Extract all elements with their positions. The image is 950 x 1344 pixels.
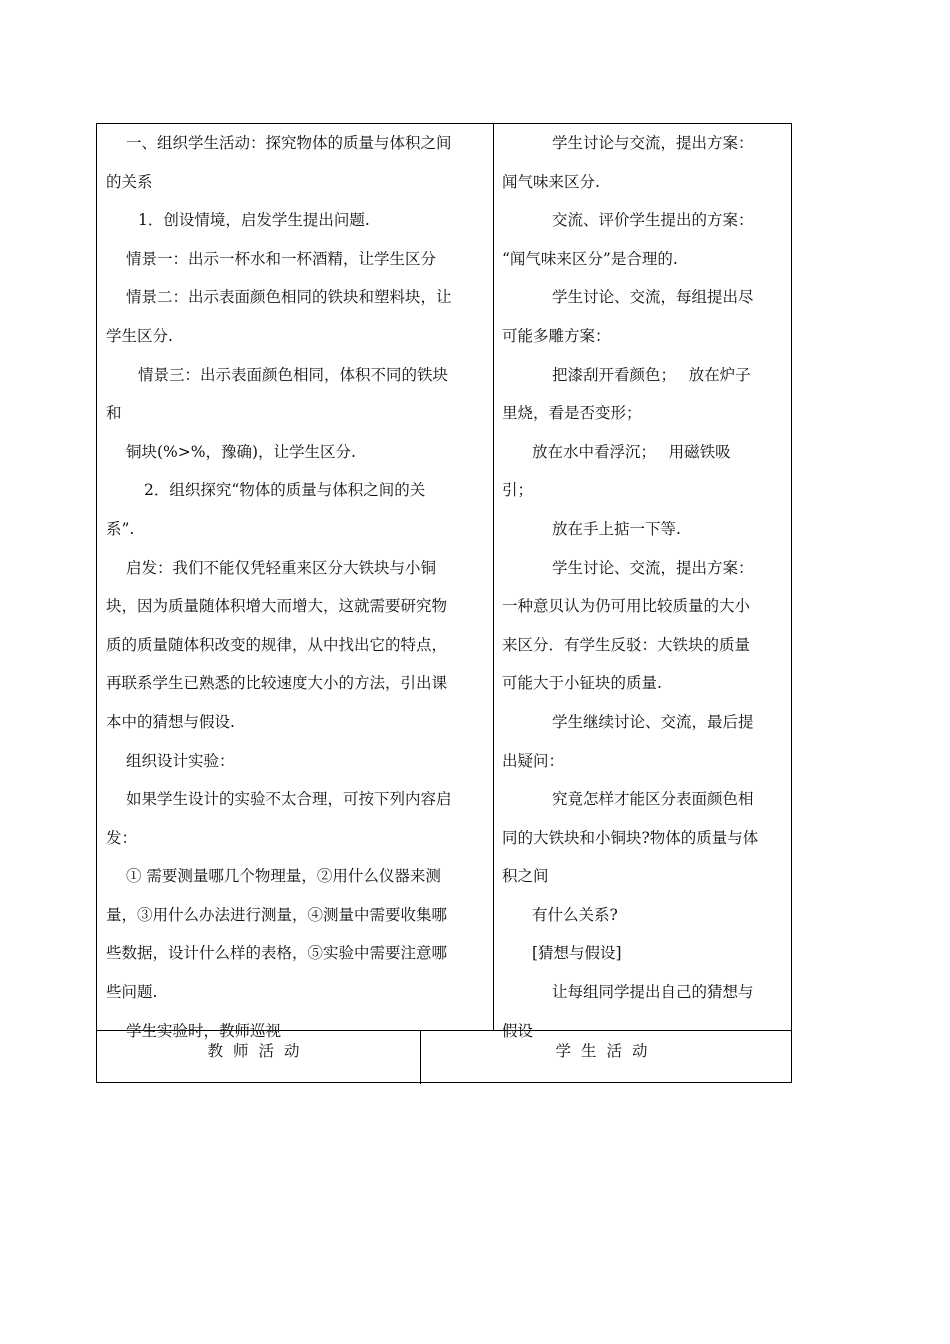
text-line: 1．创设情境，启发学生提出问题. [138,211,370,230]
student-activity-header: 学生活动 [555,1042,658,1060]
text-line: 铜块(%>%，豫确)，让学生区分. [126,442,356,461]
text-line: 来区分．有学生反驳：大铁块的质量 [502,635,751,654]
text-line: 2．组织探究“物体的质量与体积之间的关 [144,481,426,500]
text-line: 放在水中看浮沉； 用磁铁吸 [532,442,731,461]
text-line: 些问题. [106,983,158,1002]
text-line: 闻气味来区分. [502,172,600,191]
text-line: 学生讨论、交流，提出方案： [552,558,754,577]
text-line: 学生继续讨论、交流，最后提 [552,712,754,731]
text-line: 和 [106,404,122,423]
text-line: 学生区分. [106,326,173,345]
column-divider [493,124,494,1030]
text-line: [猜想与假设] [532,944,622,963]
student-activity-cell [502,124,785,1040]
text-line: 有什么关系? [532,905,618,924]
text-line: 究竟怎样才能区分表面颜色相 [552,790,754,809]
text-line: 里烧，看是否变形； [502,404,642,423]
text-line: 出疑问： [502,751,565,770]
text-line: 一、组织学生活动：探究物体的质量与体积之间 [126,134,452,152]
text-line: 引； [502,481,534,500]
text-line: 可能多雕方案： [502,326,611,345]
text-line: 可能大于小钲块的质量. [502,674,662,693]
text-line: 本中的猜想与假设. [106,712,235,731]
text-line: 块，因为质量随体积增大而增大，这就需要研究物 [106,597,448,616]
teacher-activity-header: 教师活动 [207,1042,310,1060]
text-line: 量，③用什么办法进行测量，④测量中需要收集哪 [106,905,448,924]
teacher-activity-cell [106,124,486,1040]
text-line: 情景二：出示表面颜色相同的铁块和塑料块，让 [126,288,452,307]
text-line: 如果学生设计的实验不太合理，可按下列内容启 [126,790,452,809]
text-line: 的关系 [106,172,153,191]
text-line: “闻气味来区分”是合理的. [502,249,678,268]
text-line: 假设 [502,1021,534,1040]
text-line: 质的质量随体积改变的规律，从中找出它的特点， [106,635,448,654]
text-line: 发： [106,828,138,847]
text-line: 启发：我们不能仅凭轻重来区分大铁块与小铜 [126,558,437,577]
text-line: 放在手上掂一下等. [552,519,681,538]
text-line: 系”. [106,519,135,538]
text-line: 同的大铁块和小铜块?物体的质量与体 [502,828,759,847]
text-line: 交流、评价学生提出的方案： [552,211,754,230]
text-line: 学生讨论、交流，每组提出尽 [552,288,754,307]
lesson-table [96,123,792,1083]
text-line: 再联系学生已熟悉的比较速度大小的方法，引出课 [106,674,448,693]
text-line: 情景三：出示表面颜色相同，体积不同的铁块 [138,365,449,384]
text-line: 学生实验时，教师巡视 [126,1021,282,1040]
text-line: 情景一：出示一杯水和一杯酒精，让学生区分 [126,249,437,268]
text-line: 些数据，设计什么样的表格，⑤实验中需要注意哪 [106,944,448,963]
text-line: 积之间 [502,867,549,886]
text-line: 组织设计实验： [126,751,235,770]
text-line: 让每组同学提出自己的猜想与 [552,983,754,1002]
text-line: 学生讨论与交流，提出方案： [552,134,754,152]
text-line: 把漆刮开看颜色； 放在炉子 [552,365,751,384]
text-line: ① 需要测量哪几个物理量，②用什么仪器来测 [126,867,441,886]
text-line: 一种意贝认为仍可用比较质量的大小 [502,597,751,616]
